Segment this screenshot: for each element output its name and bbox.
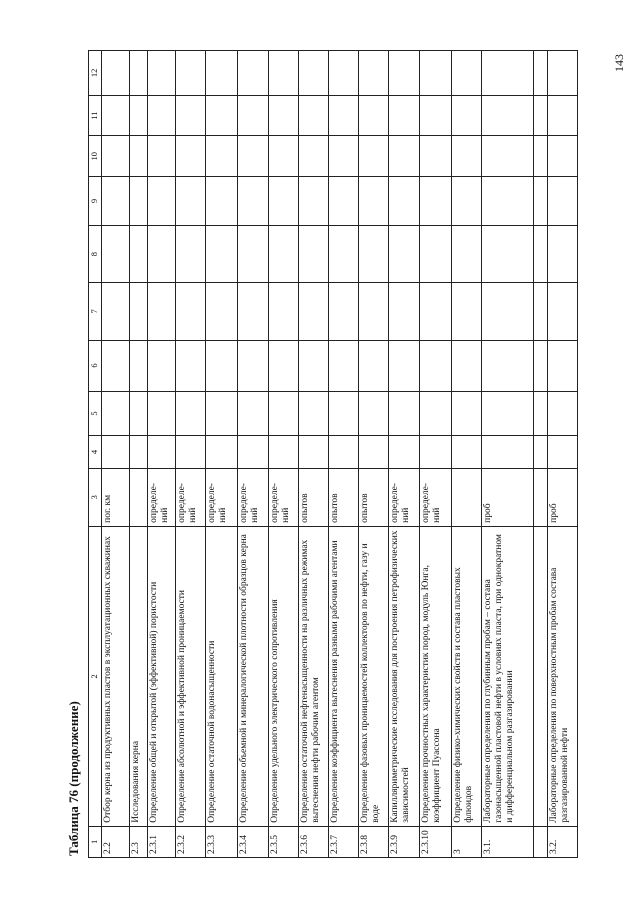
empty-cell xyxy=(299,340,329,391)
empty-cell xyxy=(130,391,148,436)
row-number-cell: 2.3.8 xyxy=(359,826,389,857)
empty-cell xyxy=(389,226,420,283)
empty-cell xyxy=(534,136,548,177)
empty-cell xyxy=(420,136,452,177)
empty-cell xyxy=(452,226,482,283)
empty-cell xyxy=(238,391,269,436)
empty-cell xyxy=(238,51,269,96)
empty-cell xyxy=(269,340,299,391)
empty-cell xyxy=(548,391,578,436)
row-number-cell: 2.3.1 xyxy=(148,826,176,857)
empty-cell xyxy=(238,177,269,226)
empty-cell xyxy=(482,51,534,96)
table-row xyxy=(482,51,534,858)
empty-cell xyxy=(238,95,269,136)
row-number-cell: 2.3.5 xyxy=(269,826,299,857)
empty-cell xyxy=(452,136,482,177)
empty-cell xyxy=(148,95,176,136)
empty-cell xyxy=(130,283,148,340)
empty-cell xyxy=(238,226,269,283)
row-name-cell: Определение фазовых проницаемостей коллекторов по нефти, газу и воде xyxy=(359,526,389,826)
row-unit-cell: опытов xyxy=(299,468,329,526)
empty-cell xyxy=(548,95,578,136)
empty-cell xyxy=(238,340,269,391)
empty-cell xyxy=(206,136,238,177)
row-number-cell: 2.3.10 xyxy=(420,826,452,857)
empty-cell xyxy=(420,226,452,283)
row-number-cell: 2.3.9 xyxy=(389,826,420,857)
empty-cell xyxy=(299,51,329,96)
header-cell: 11 xyxy=(89,95,102,136)
empty-cell xyxy=(130,226,148,283)
row-number-cell: 3.1. xyxy=(482,826,534,857)
row-unit-cell: определе-ний xyxy=(148,468,176,526)
rotated-page-content xyxy=(62,50,600,858)
empty-cell xyxy=(269,177,299,226)
empty-cell xyxy=(452,95,482,136)
table-body xyxy=(89,51,578,858)
empty-cell xyxy=(482,436,534,468)
empty-cell xyxy=(102,340,130,391)
empty-cell xyxy=(548,177,578,226)
empty-cell xyxy=(452,436,482,468)
empty-cell xyxy=(269,95,299,136)
empty-cell xyxy=(329,283,359,340)
empty-cell xyxy=(130,51,148,96)
empty-cell xyxy=(206,340,238,391)
row-name-cell: Определение удельного электрического сопротивления xyxy=(269,526,299,826)
table-row xyxy=(102,51,130,858)
row-number-cell xyxy=(534,826,548,857)
row-unit-cell: опытов xyxy=(359,468,389,526)
header-cell: 5 xyxy=(89,391,102,436)
table-row xyxy=(176,51,206,858)
empty-cell xyxy=(482,136,534,177)
empty-cell xyxy=(102,436,130,468)
table-row xyxy=(452,51,482,858)
empty-cell xyxy=(102,136,130,177)
table-row xyxy=(238,51,269,858)
empty-cell xyxy=(452,51,482,96)
empty-cell xyxy=(238,283,269,340)
empty-cell xyxy=(148,177,176,226)
empty-cell xyxy=(329,95,359,136)
empty-cell xyxy=(130,177,148,226)
row-name-cell: Определение объемной и минералогической плотности образцов керна xyxy=(238,526,269,826)
empty-cell xyxy=(482,340,534,391)
empty-cell xyxy=(176,391,206,436)
empty-cell xyxy=(329,177,359,226)
empty-cell xyxy=(176,226,206,283)
header-cell: 8 xyxy=(89,226,102,283)
header-cell: 6 xyxy=(89,340,102,391)
empty-cell xyxy=(206,95,238,136)
empty-cell xyxy=(420,340,452,391)
empty-cell xyxy=(534,51,548,96)
header-cell: 12 xyxy=(89,51,102,96)
table-row xyxy=(420,51,452,858)
header-cell: 3 xyxy=(89,468,102,526)
empty-cell xyxy=(359,226,389,283)
table-row xyxy=(299,51,329,858)
empty-cell xyxy=(534,340,548,391)
row-name-cell: Капилляриметрические исследования для построения петрофизических зависимостей xyxy=(389,526,420,826)
empty-cell xyxy=(130,136,148,177)
empty-cell xyxy=(389,391,420,436)
table-row xyxy=(359,51,389,858)
empty-cell xyxy=(389,283,420,340)
row-number-cell: 2.3 xyxy=(130,826,148,857)
empty-cell xyxy=(420,391,452,436)
row-name-cell: Определение коэффициента вытеснения разными рабочими агентами xyxy=(329,526,359,826)
table-row xyxy=(534,51,548,858)
empty-cell xyxy=(420,95,452,136)
row-number-cell: 3 xyxy=(452,826,482,857)
empty-cell xyxy=(329,436,359,468)
empty-cell xyxy=(359,283,389,340)
empty-cell xyxy=(299,391,329,436)
row-number-cell: 2.3.7 xyxy=(329,826,359,857)
empty-cell xyxy=(329,226,359,283)
empty-cell xyxy=(389,436,420,468)
empty-cell xyxy=(148,226,176,283)
row-name-cell: Отбор керна из продуктивных пластов в эксплуатационных скважинах xyxy=(102,526,130,826)
row-number-cell: 2.3.6 xyxy=(299,826,329,857)
row-number-cell: 2.3.4 xyxy=(238,826,269,857)
empty-cell xyxy=(534,95,548,136)
table-row xyxy=(548,51,578,858)
empty-cell xyxy=(299,95,329,136)
data-table xyxy=(88,50,578,858)
empty-cell xyxy=(238,136,269,177)
empty-cell xyxy=(206,436,238,468)
empty-cell xyxy=(420,177,452,226)
empty-cell xyxy=(389,340,420,391)
row-unit-cell: пог. км xyxy=(102,468,130,526)
empty-cell xyxy=(482,95,534,136)
header-cell: 9 xyxy=(89,177,102,226)
empty-cell xyxy=(269,436,299,468)
row-unit-cell: проб xyxy=(482,468,534,526)
empty-cell xyxy=(534,436,548,468)
empty-cell xyxy=(176,340,206,391)
row-number-cell: 2.3.3 xyxy=(206,826,238,857)
empty-cell xyxy=(269,391,299,436)
row-name-cell: Исследования керна xyxy=(130,526,148,826)
empty-cell xyxy=(176,136,206,177)
empty-cell xyxy=(482,391,534,436)
row-name-cell: Определение общей и открытой (эффективной) пористости xyxy=(148,526,176,826)
row-name-cell: Лабораторные определения по глубинным пробам – состава газонасыщенной пластовой нефти в условиях пласта, при однократном и дифференциальном разгазировании xyxy=(482,526,534,826)
page-number: 143 xyxy=(612,54,626,72)
header-cell: 4 xyxy=(89,436,102,468)
empty-cell xyxy=(176,436,206,468)
empty-cell xyxy=(534,283,548,340)
empty-cell xyxy=(299,436,329,468)
header-cell: 10 xyxy=(89,136,102,177)
empty-cell xyxy=(329,136,359,177)
empty-cell xyxy=(206,391,238,436)
empty-cell xyxy=(102,51,130,96)
empty-cell xyxy=(534,391,548,436)
empty-cell xyxy=(389,95,420,136)
empty-cell xyxy=(329,51,359,96)
empty-cell xyxy=(102,226,130,283)
empty-cell xyxy=(359,391,389,436)
header-row xyxy=(89,51,102,858)
table-row xyxy=(130,51,148,858)
empty-cell xyxy=(148,391,176,436)
empty-cell xyxy=(269,226,299,283)
empty-cell xyxy=(452,283,482,340)
empty-cell xyxy=(359,95,389,136)
row-name-cell: Определение прочностных характеристик пород, модуль Юнга, коэффициент Пуассона xyxy=(420,526,452,826)
empty-cell xyxy=(148,283,176,340)
row-unit-cell: определе-ний xyxy=(269,468,299,526)
table-row xyxy=(389,51,420,858)
row-unit-cell: определе-ний xyxy=(206,468,238,526)
empty-cell xyxy=(148,136,176,177)
empty-cell xyxy=(534,177,548,226)
empty-cell xyxy=(206,226,238,283)
empty-cell xyxy=(176,95,206,136)
row-name-cell xyxy=(534,526,548,826)
empty-cell xyxy=(452,391,482,436)
empty-cell xyxy=(130,340,148,391)
empty-cell xyxy=(389,136,420,177)
empty-cell xyxy=(482,177,534,226)
empty-cell xyxy=(359,136,389,177)
empty-cell xyxy=(389,51,420,96)
empty-cell xyxy=(269,51,299,96)
empty-cell xyxy=(299,177,329,226)
empty-cell xyxy=(548,51,578,96)
row-unit-cell xyxy=(130,468,148,526)
empty-cell xyxy=(359,51,389,96)
row-number-cell: 3.2. xyxy=(548,826,578,857)
empty-cell xyxy=(359,177,389,226)
empty-cell xyxy=(148,51,176,96)
empty-cell xyxy=(299,226,329,283)
table-row xyxy=(329,51,359,858)
table-row xyxy=(206,51,238,858)
row-name-cell: Определение остаточной нефтенасыщенности на различных режимах вытеснения нефти рабочим агентом xyxy=(299,526,329,826)
empty-cell xyxy=(269,283,299,340)
table-caption: Таблица 76 (продолжение) xyxy=(66,701,81,856)
row-unit-cell xyxy=(534,468,548,526)
empty-cell xyxy=(548,226,578,283)
empty-cell xyxy=(238,436,269,468)
header-cell: 1 xyxy=(89,826,102,857)
row-name-cell: Определение абсолютной и эффективной проницаемости xyxy=(176,526,206,826)
row-unit-cell: определе-ний xyxy=(238,468,269,526)
empty-cell xyxy=(176,51,206,96)
empty-cell xyxy=(206,51,238,96)
row-name-cell: Определение остаточной водонасыщенности xyxy=(206,526,238,826)
empty-cell xyxy=(548,340,578,391)
row-unit-cell xyxy=(452,468,482,526)
empty-cell xyxy=(299,136,329,177)
empty-cell xyxy=(548,436,578,468)
empty-cell xyxy=(482,226,534,283)
empty-cell xyxy=(548,283,578,340)
empty-cell xyxy=(176,283,206,340)
empty-cell xyxy=(359,436,389,468)
table-row xyxy=(148,51,176,858)
empty-cell xyxy=(102,95,130,136)
empty-cell xyxy=(206,283,238,340)
empty-cell xyxy=(452,177,482,226)
empty-cell xyxy=(206,177,238,226)
table-row xyxy=(269,51,299,858)
row-number-cell: 2.2 xyxy=(102,826,130,857)
empty-cell xyxy=(420,51,452,96)
empty-cell xyxy=(452,340,482,391)
empty-cell xyxy=(299,283,329,340)
row-unit-cell: определе-ний xyxy=(176,468,206,526)
row-unit-cell: определе-ний xyxy=(420,468,452,526)
empty-cell xyxy=(389,177,420,226)
empty-cell xyxy=(329,391,359,436)
empty-cell xyxy=(359,340,389,391)
empty-cell xyxy=(420,283,452,340)
header-cell: 7 xyxy=(89,283,102,340)
empty-cell xyxy=(269,136,299,177)
row-name-cell: Лабораторные определения по поверхностным пробам состава разгазированной нефти xyxy=(548,526,578,826)
empty-cell xyxy=(482,283,534,340)
empty-cell xyxy=(548,136,578,177)
empty-cell xyxy=(102,283,130,340)
empty-cell xyxy=(130,95,148,136)
empty-cell xyxy=(420,436,452,468)
empty-cell xyxy=(176,177,206,226)
row-number-cell: 2.3.2 xyxy=(176,826,206,857)
empty-cell xyxy=(534,226,548,283)
row-unit-cell: определе-ний xyxy=(389,468,420,526)
row-unit-cell: проб xyxy=(548,468,578,526)
empty-cell xyxy=(148,340,176,391)
empty-cell xyxy=(102,177,130,226)
header-cell: 2 xyxy=(89,526,102,826)
empty-cell xyxy=(102,391,130,436)
empty-cell xyxy=(329,340,359,391)
empty-cell xyxy=(148,436,176,468)
row-unit-cell: опытов xyxy=(329,468,359,526)
empty-cell xyxy=(130,436,148,468)
row-name-cell: Определение физико-химических свойств и состава пластовых флюидов xyxy=(452,526,482,826)
